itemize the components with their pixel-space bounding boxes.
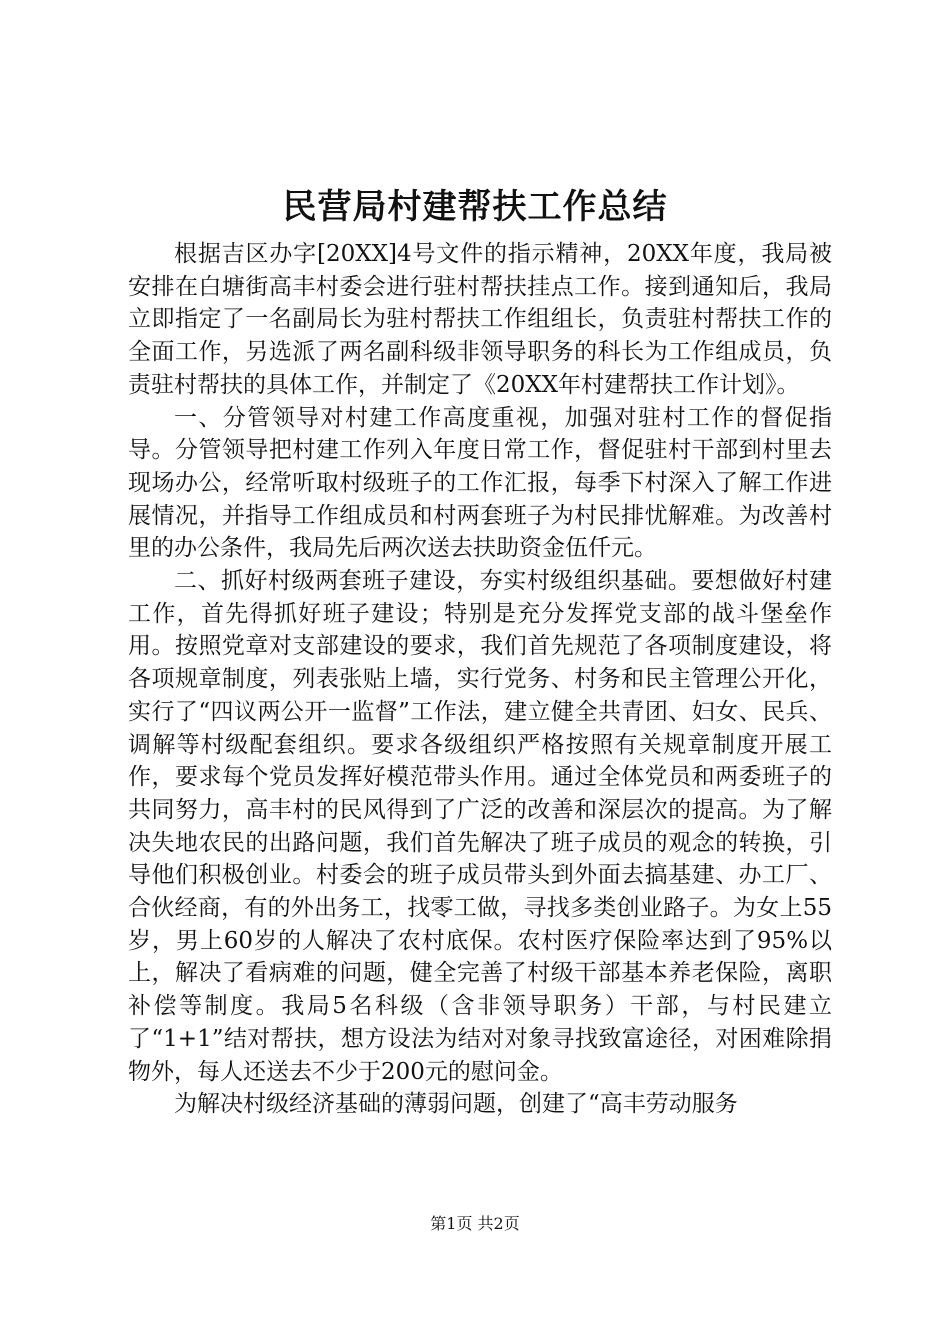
document-title: 民营局村建帮扶工作总结: [282, 187, 668, 227]
paragraph-leadership: 一、分管领导对村建工作高度重视，加强对驻村工作的督促指导。分管领导把村建工作列入年度日常工作，督促驻村干部到村里去现场办公，经常听取村级班子的工作汇报，每季下村深入了解工作进展情况，并指导工作组成员和村两套班子为村民排忧解难。为改善村里的办公条件，我局先后两次送去扶助资金伍仟元。: [128, 404, 832, 562]
document-body: [128, 238, 832, 1121]
paragraph-economy: 为解决村级经济基础的薄弱问题，创建了“高丰劳动服务: [174, 1091, 738, 1118]
paragraph-team-building: 二、抓好村级两套班子建设，夯实村级组织基础。要想做好村建工作，首先得抓好班子建设；特别是充分发挥党支部的战斗堡垒作用。按照党章对支部建设的要求，我们首先规范了各项制度建设，将各项规章制度，列表张贴上墙，实行党务、村务和民主管理公开化，实行了“四议两公开一监督”工作法，建立健全共青团、妇女、民兵、调解等村级配套组织。要求各级组织严格按照有关规章制度开展工作，要求每个党员发挥好模范带头作用。通过全体党员和两委班子的共同努力，高丰村的民风得到了广泛的改善和深层次的提高。为了解决失地农民的出路问题，我们首先解决了班子成员的观念的转换，引导他们积极创业。村委会的班子成员带头到外面去搞基建、办工厂、合伙经商，有的外出务工，找零工做，寻找多类创业路子。为女上55岁，男上60岁的人解决了农村底保。农村医疗保险率达到了95%以上，解决了看病难的问题，健全完善了村级干部基本养老保险，离职补偿等制度。我局5名科级（含非领导职务）干部，与村民建立了“1+1”结对帮扶，想方设法为结对对象寻找致富途径，对困难除捐物外，每人还送去不少于200元的慰问金。: [128, 568, 832, 1085]
paragraph-intro: 根据吉区办字[20XX]4号文件的指示精神，20XX年度，我局被安排在白塘街高丰村委会进行驻村帮扶挂点工作。接到通知后，我局立即指定了一名副局长为驻村帮扶工作组组长，负责驻村帮扶工作的全面工作，另选派了两名副科级非领导职务的科长为工作组成员，负责驻村帮扶的具体工作，并制定了《20XX年村建帮扶工作计划》。: [128, 241, 832, 398]
page-number: 第1页 共2页: [430, 1214, 520, 1233]
